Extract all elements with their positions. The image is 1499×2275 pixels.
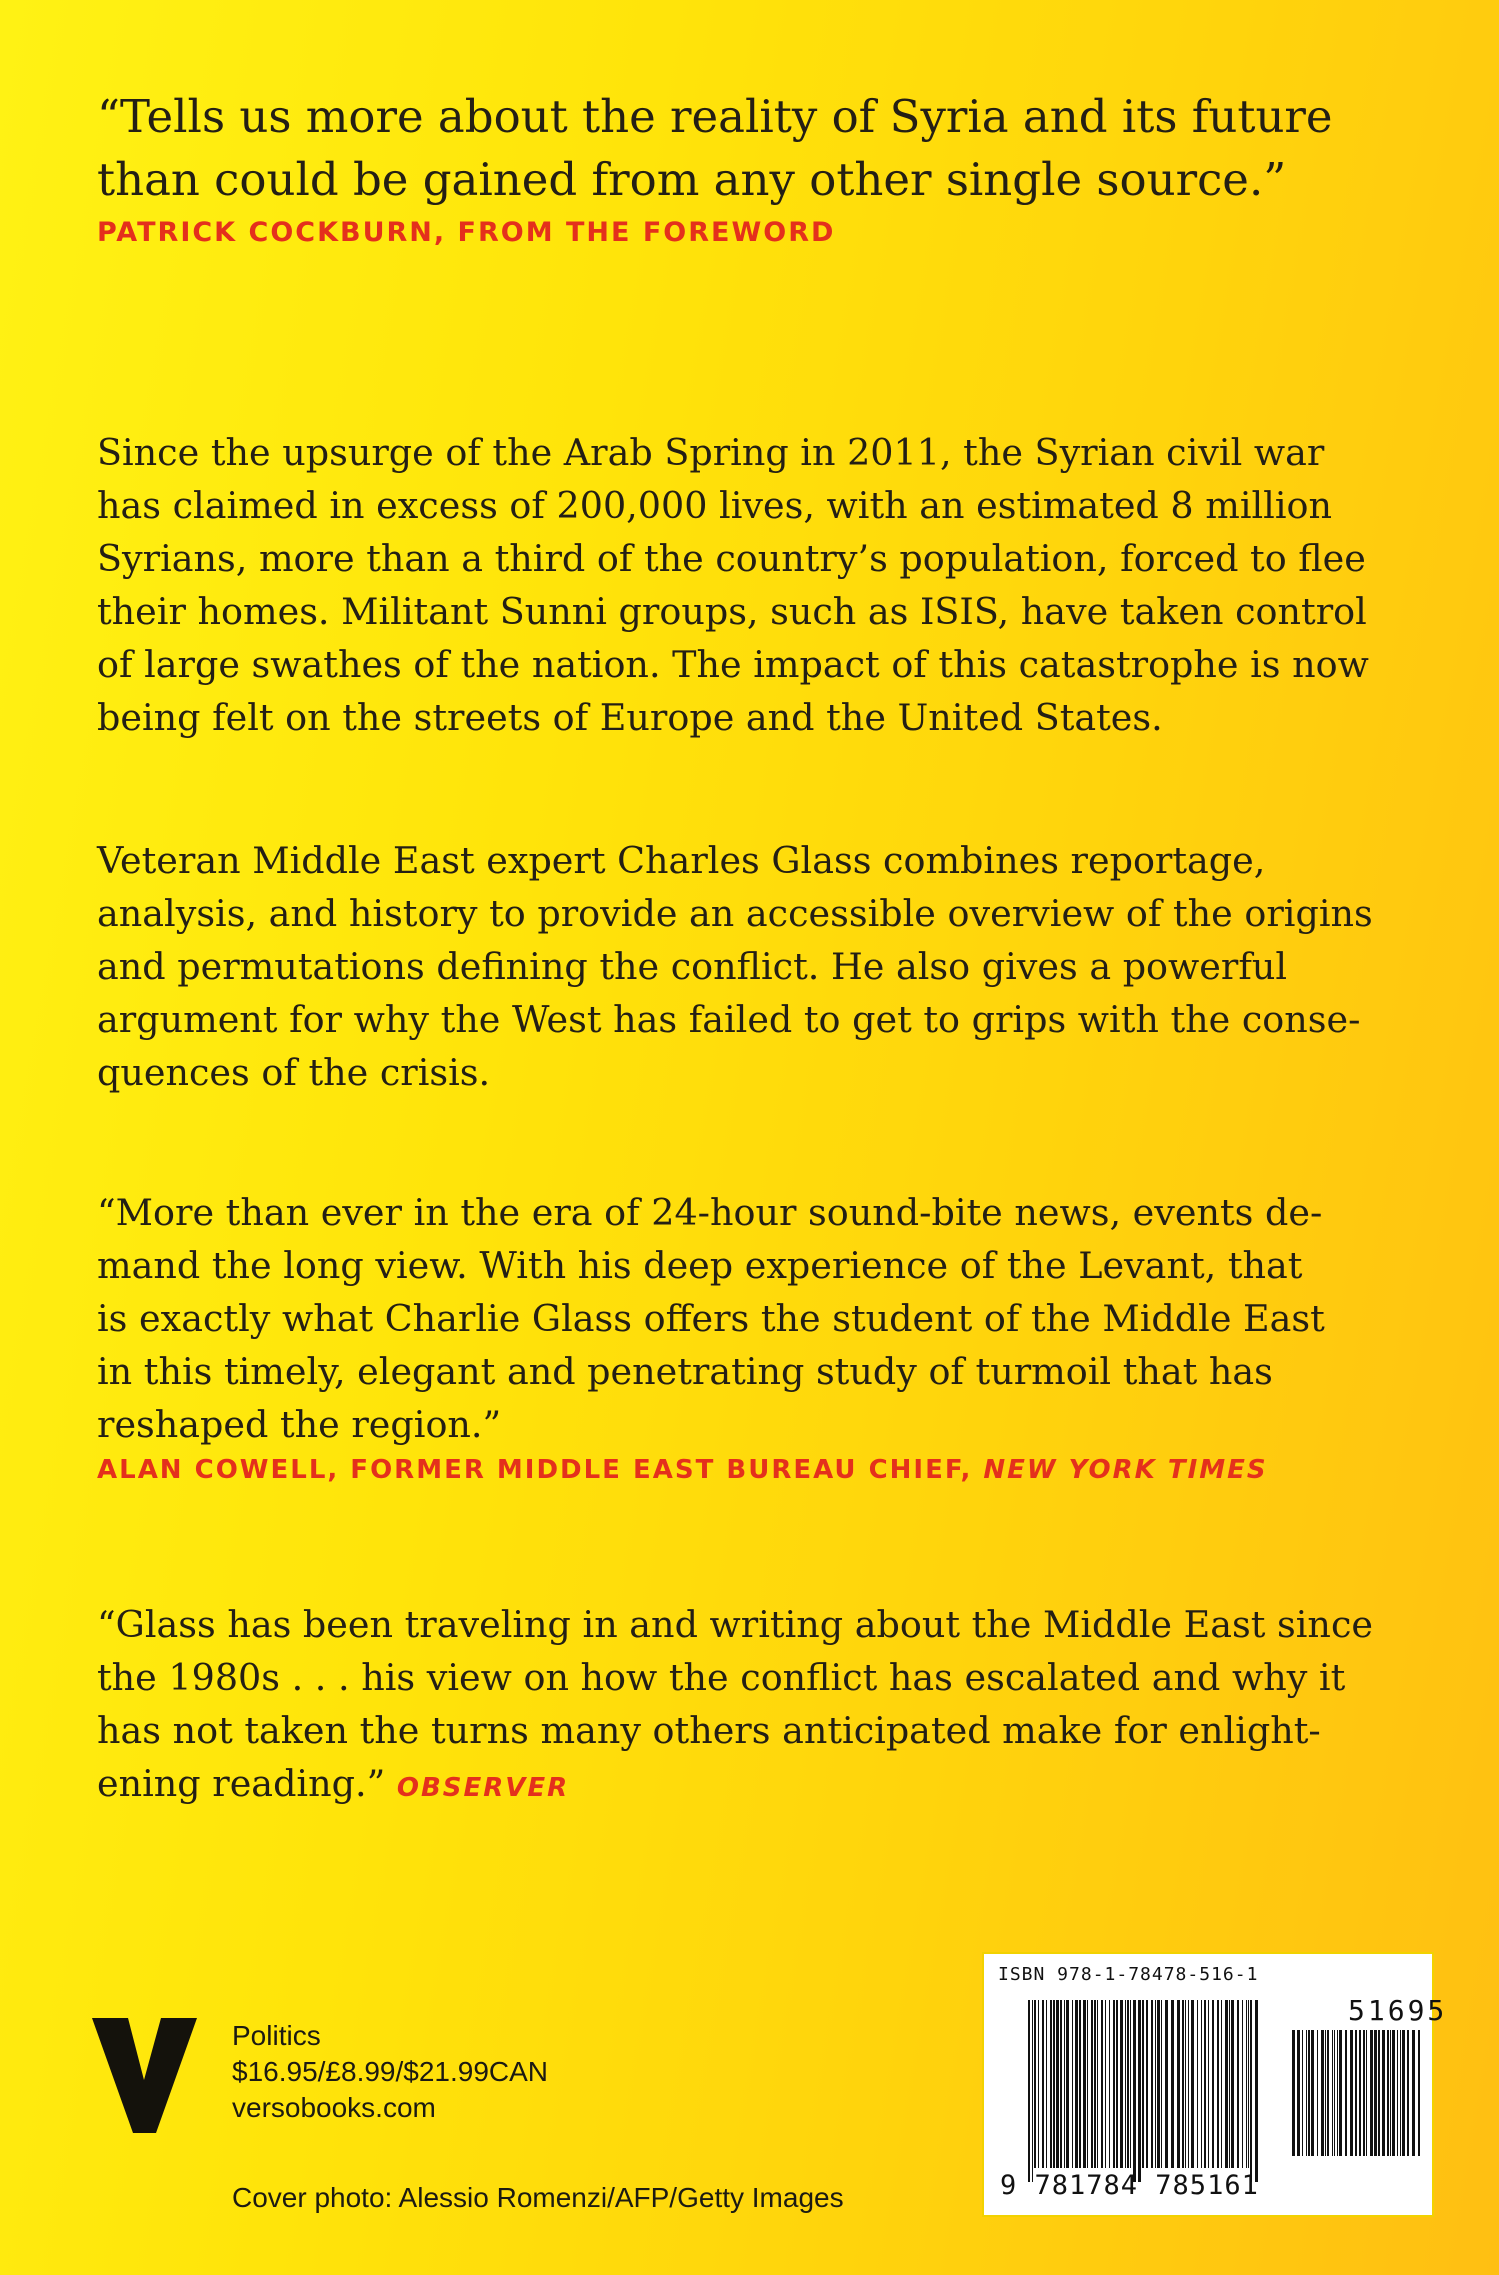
barcode-bar [1109,2000,1110,2168]
barcode-bar [1412,2030,1415,2156]
barcode-bar [1374,2030,1377,2156]
barcode-bar [1306,2030,1307,2156]
quote-line: reshaped the region.” [97,1403,502,1446]
addon-barcode-bars [1292,2030,1422,2170]
paragraph-line: Since the upsurge of the Arab Spring in 2011, the Syrian civil war [97,431,1325,474]
barcode-bar [1363,2030,1365,2156]
barcode-bar [1308,2030,1310,2156]
barcode-bar [1120,2000,1123,2168]
barcode-bar [1133,2000,1136,2182]
barcode-bar [1038,2000,1039,2168]
barcode-bar [1201,2000,1202,2168]
barcode-bar [1378,2030,1380,2156]
barcode-bar [1231,2000,1234,2168]
publisher-website: versobooks.com [232,2092,436,2123]
quote-line: in this timely, elegant and penetrating study of turmoil that has [97,1350,1273,1393]
barcode-bar [1297,2030,1300,2156]
barcode-bar [1197,2000,1198,2168]
isbn-number: ISBN 978-1-78478-516-1 [998,1964,1259,1985]
barcode-bar [1237,2000,1239,2168]
barcode-bar [1094,2000,1096,2168]
barcode-bar [1130,2000,1131,2168]
barcode-bar [1034,2000,1036,2168]
barcode-bar [1066,2000,1069,2168]
attribution-name: ALAN COWELL, FORMER MIDDLE EAST BUREAU CHIEF, [97,1455,973,1485]
barcode-bar [1161,2000,1162,2168]
barcode-bar [1221,2000,1222,2168]
paragraph-line: Veteran Middle East expert Charles Glass combines reportage, [97,839,1266,882]
barcode-bar [1097,2000,1098,2168]
barcode-bar [1407,2030,1409,2156]
quote-line-last [97,1757,1432,1815]
quote-attribution: OBSERVER [396,1773,570,1803]
barcode-bar [1325,2030,1326,2156]
barcode-bar [1028,2000,1030,2182]
barcode-bar [1064,2000,1065,2168]
barcode-bar [1382,2030,1385,2156]
verso-logo-icon [92,2018,197,2133]
barcode-bar [1317,2030,1318,2156]
barcode-bar [1418,2030,1420,2156]
barcode-bar [1113,2000,1115,2168]
barcode-bar [1146,2000,1148,2168]
publisher-info [232,2018,548,2126]
ean-digits: 9 781784 785161 [1000,2170,1259,2201]
barcode-bar [1337,2030,1338,2156]
quote-line: “More than ever in the era of 24-hour sound-bite news, events de- [97,1191,1323,1234]
paragraph-line: their homes. Militant Sunni groups, such as ISIS, have taken control [97,590,1367,633]
review-quote-cowell [97,1186,1432,1485]
barcode-bar [1053,2000,1055,2168]
barcode-bar [1327,2030,1329,2156]
paragraph-line: being felt on the streets of Europe and the United States. [97,696,1163,739]
barcode-bar [1400,2030,1401,2156]
quote-line: ening reading.” [97,1762,386,1805]
barcode-bar [1248,2000,1249,2168]
barcode-bar [1105,2000,1106,2168]
barcode-bar [1302,2030,1303,2156]
barcode-bar [1225,2000,1228,2168]
barcode-bar [1165,2000,1168,2168]
barcode-bar [1402,2030,1405,2156]
barcode-bar [1083,2000,1086,2168]
barcode-bar [1217,2000,1219,2168]
barcode-bar [1185,2000,1186,2168]
barcode-bar [1191,2000,1194,2168]
barcode-bar [1255,2000,1258,2182]
barcode-bar [1032,2000,1033,2182]
barcode-bar [1345,2030,1347,2156]
book-category: Politics [232,2020,321,2051]
barcode-bar [1334,2030,1335,2156]
barcode-bar [1311,2030,1314,2156]
description-paragraph-2 [97,834,1432,1099]
quote-attribution [97,1455,1432,1485]
cover-photo-credit: Cover photo: Alessio Romenzi/AFP/Getty Images [232,2182,844,2213]
paragraph-line: analysis, and history to provide an accessible overview of the origins [97,892,1373,935]
barcode-bar [1359,2030,1361,2156]
description-paragraph-1 [97,426,1432,744]
paragraph-line: quences of the crisis. [97,1051,491,1094]
review-quote-text [97,1186,1432,1451]
barcode-bar [1046,2000,1047,2168]
barcode-bar [1229,2000,1230,2168]
barcode-bar [1151,2000,1153,2168]
barcode-bar [1188,2000,1189,2168]
barcode-bar [1091,2000,1093,2168]
barcode-bar [1332,2030,1333,2156]
paragraph-line: of large swathes of the nation. The impact of this catastrophe is now [97,643,1369,686]
book-price: $16.95/£8.99/$21.99CAN [232,2056,549,2087]
barcode-bar [1350,2030,1353,2156]
barcode-bar [1157,2000,1160,2168]
review-quote-observer [97,1598,1432,1815]
barcode-bar [1075,2000,1078,2168]
opening-quote-text [97,85,1432,211]
paragraph-line: argument for why the West has failed to get to grips with the conse- [97,998,1361,1041]
barcode-bar [1101,2000,1103,2168]
barcode-bar [1125,2000,1126,2168]
barcode-bar [1242,2000,1243,2168]
barcode-bar [1155,2000,1156,2168]
barcode-bar [1182,2000,1184,2168]
barcode-bar [1127,2000,1129,2168]
isbn-barcode [982,1952,1448,2217]
barcode-bar [1171,2000,1174,2168]
barcode-bar [1138,2000,1141,2182]
quote-line: “Tells us more about the reality of Syria and its future [97,90,1333,143]
quote-attribution: PATRICK COCKBURN, FROM THE FOREWORD [97,217,836,248]
barcode-bar [1339,2030,1342,2156]
barcode-bar [1292,2030,1295,2156]
quote-line: than could be gained from any other single source.” [97,153,1287,206]
price-code: 51695 [1348,1994,1448,2027]
barcode-bar [1142,2000,1144,2168]
opening-quote [97,85,1432,248]
barcode-bar [1079,2000,1081,2168]
barcode-bar [1366,2030,1367,2156]
barcode-bar [1370,2030,1373,2156]
barcode-bar [1072,2000,1073,2168]
barcode-bar [1250,2000,1252,2182]
barcode-bar [1177,2000,1180,2168]
barcode-bar [1116,2000,1118,2168]
paragraph-line: and permutations defining the conflict. He also gives a powerful [97,945,1288,988]
barcode-bar [1392,2030,1395,2156]
barcode-bar [1056,2000,1059,2168]
barcode-bar [1050,2000,1052,2168]
barcode-bar [1087,2000,1088,2168]
barcode-bar [1042,2000,1044,2168]
barcode-bar [1246,2000,1247,2168]
quote-line: has not taken the turns many others anticipated make for enlight- [97,1709,1321,1752]
paragraph-line: Syrians, more than a third of the country’s population, forced to flee [97,537,1366,580]
quote-line: mand the long view. With his deep experience of the Levant, that [97,1244,1303,1287]
barcode-bar [1060,2000,1062,2168]
barcode-bar [1321,2030,1324,2156]
quote-line: “Glass has been traveling in and writing about the Middle East since [97,1603,1373,1646]
ean-barcode-bars [1028,2000,1258,2182]
barcode-bar [1390,2030,1391,2156]
attribution-source: NEW YORK TIMES [983,1455,1268,1485]
barcode-bar [1397,2030,1398,2156]
paragraph-line: has claimed in excess of 200,000 lives, with an estimated 8 million [97,484,1332,527]
barcode-bar [1208,2000,1209,2168]
barcode-bar [1204,2000,1206,2168]
barcode-bar [1387,2030,1389,2156]
barcode-bar [1355,2030,1357,2156]
quote-line: the 1980s . . . his view on how the conflict has escalated and why it [97,1656,1346,1699]
barcode-bar [1212,2000,1214,2168]
quote-line: is exactly what Charlie Glass offers the student of the Middle East [97,1297,1325,1340]
